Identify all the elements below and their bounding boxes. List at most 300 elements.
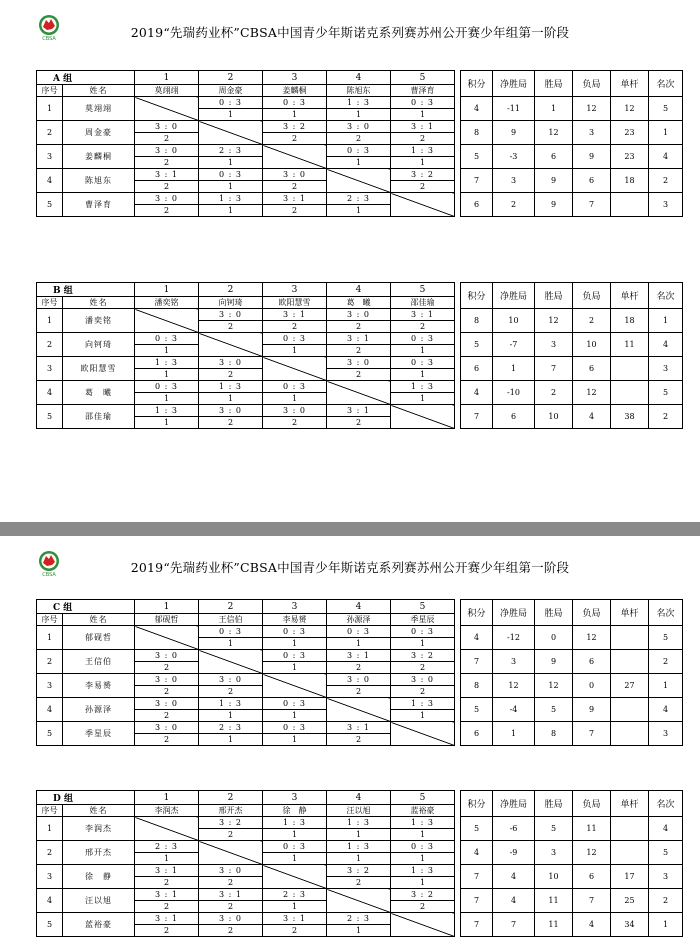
- group-label: A 组: [37, 71, 135, 85]
- name-header: 姓名: [63, 614, 135, 626]
- match-score: 3 : 1: [135, 889, 198, 901]
- match-score: 0 : 3: [391, 841, 454, 853]
- stat-value: 4: [573, 913, 611, 937]
- match-points: 2: [291, 926, 298, 935]
- stat-header: 单杆: [611, 283, 649, 309]
- match-score: 1 : 3: [327, 97, 390, 109]
- stat-header: 单杆: [611, 600, 649, 626]
- match-points: 2: [355, 322, 362, 331]
- match-cell: [135, 841, 199, 865]
- match-score: 3 : 0: [199, 913, 262, 925]
- match-points: 2: [227, 370, 234, 379]
- diagonal-cell: [391, 722, 455, 746]
- stat-value: [611, 357, 649, 381]
- match-points: 2: [163, 158, 170, 167]
- group-label: B 组: [37, 283, 135, 297]
- match-cell: [263, 381, 327, 405]
- stat-value: 18: [611, 309, 649, 333]
- table-row: [37, 309, 683, 333]
- match-points: 2: [163, 711, 170, 720]
- stat-value: 10: [573, 333, 611, 357]
- player-name: 李易赟: [63, 674, 135, 698]
- stat-value: 6: [573, 650, 611, 674]
- match-points: 2: [163, 878, 170, 887]
- stat-value: 17: [611, 865, 649, 889]
- match-score: 3 : 2: [327, 865, 390, 877]
- match-cell: [263, 841, 327, 865]
- column-number: 3: [263, 791, 327, 805]
- stat-value: 6: [493, 405, 535, 429]
- stat-header: 单杆: [611, 791, 649, 817]
- player-name: 莫翊翊: [63, 97, 135, 121]
- match-points: 1: [163, 370, 170, 379]
- match-points: 1: [291, 346, 298, 355]
- column-number: 3: [263, 283, 327, 297]
- match-score: 3 : 0: [135, 698, 198, 710]
- match-cell: [199, 722, 263, 746]
- stat-value: 1: [649, 121, 683, 145]
- stat-value: 1: [535, 97, 573, 121]
- match-points: 1: [163, 346, 170, 355]
- column-number: 4: [327, 71, 391, 85]
- stat-value: 7: [461, 169, 493, 193]
- stat-value: 12: [493, 674, 535, 698]
- match-score: 3 : 1: [327, 722, 390, 734]
- diagonal-cell: [391, 913, 455, 937]
- match-cell: [327, 145, 391, 169]
- player-seq: 4: [37, 381, 63, 405]
- match-cell: [263, 913, 327, 937]
- column-player-name: 邵佳瑜: [391, 297, 455, 309]
- match-score: 3 : 1: [135, 913, 198, 925]
- stat-value: 7: [573, 889, 611, 913]
- match-score: 1 : 3: [135, 357, 198, 369]
- stat-value: 3: [649, 722, 683, 746]
- match-score: 2 : 3: [135, 841, 198, 853]
- match-cell: [199, 381, 263, 405]
- match-points: 2: [227, 418, 234, 427]
- stat-value: 2: [535, 381, 573, 405]
- diagonal-cell: [199, 650, 263, 674]
- match-score: 1 : 3: [135, 405, 198, 417]
- stat-value: 1: [649, 674, 683, 698]
- stat-value: 6: [573, 169, 611, 193]
- match-cell: [263, 97, 327, 121]
- match-score: 2 : 3: [263, 889, 326, 901]
- match-score: 1 : 3: [391, 381, 454, 393]
- match-score: 2 : 3: [199, 145, 262, 157]
- player-name: 王信伯: [63, 650, 135, 674]
- match-cell: [391, 698, 455, 722]
- column-number: 1: [135, 71, 199, 85]
- match-score: 3 : 1: [327, 405, 390, 417]
- stat-value: [611, 193, 649, 217]
- page-separator: [0, 522, 700, 536]
- match-points: 2: [355, 735, 362, 744]
- match-score: 3 : 0: [327, 309, 390, 321]
- match-points: 1: [355, 854, 362, 863]
- match-cell: [199, 913, 263, 937]
- stat-value: 3: [649, 193, 683, 217]
- stat-header: 负局: [573, 71, 611, 97]
- match-score: 3 : 0: [199, 674, 262, 686]
- stat-header: 名次: [649, 791, 683, 817]
- match-points: 1: [419, 878, 426, 887]
- match-score: 3 : 0: [263, 405, 326, 417]
- match-points: 2: [419, 902, 426, 911]
- match-score: 3 : 1: [327, 333, 390, 345]
- match-points: 2: [419, 663, 426, 672]
- table-row: [37, 357, 683, 381]
- match-points: 1: [419, 158, 426, 167]
- column-number: 3: [263, 71, 327, 85]
- stat-value: [611, 817, 649, 841]
- player-name: 向钶琦: [63, 333, 135, 357]
- match-cell: [327, 913, 391, 937]
- match-cell: [263, 169, 327, 193]
- match-score: 3 : 0: [391, 674, 454, 686]
- table-row: [37, 913, 683, 937]
- match-cell: [327, 865, 391, 889]
- match-score: 0 : 3: [263, 381, 326, 393]
- match-cell: [391, 650, 455, 674]
- stat-value: 10: [535, 865, 573, 889]
- table-row: [37, 626, 683, 650]
- stat-value: -9: [493, 841, 535, 865]
- player-seq: 2: [37, 841, 63, 865]
- table-row: [37, 817, 683, 841]
- column-number: 4: [327, 600, 391, 614]
- player-seq: 4: [37, 889, 63, 913]
- match-points: 2: [227, 687, 234, 696]
- match-cell: [199, 817, 263, 841]
- column-player-name: 汪以旭: [327, 805, 391, 817]
- player-name: 陈旭东: [63, 169, 135, 193]
- stat-value: 8: [461, 121, 493, 145]
- seq-header: 序号: [37, 297, 63, 309]
- match-cell: [391, 169, 455, 193]
- column-number: 3: [263, 600, 327, 614]
- stat-value: 7: [461, 405, 493, 429]
- stat-value: 4: [461, 626, 493, 650]
- column-number: 4: [327, 791, 391, 805]
- match-cell: [391, 817, 455, 841]
- table-row: [37, 865, 683, 889]
- stat-value: 4: [461, 97, 493, 121]
- player-seq: 3: [37, 357, 63, 381]
- stat-header: 净胜局: [493, 71, 535, 97]
- name-header: 姓名: [63, 805, 135, 817]
- table-row: [37, 841, 683, 865]
- stat-value: [611, 841, 649, 865]
- diagonal-cell: [263, 674, 327, 698]
- table-row: [37, 169, 683, 193]
- diagonal-cell: [327, 698, 391, 722]
- seq-header: 序号: [37, 805, 63, 817]
- diagonal-cell: [135, 97, 199, 121]
- page-2: [0, 536, 700, 946]
- group-label: D 组: [37, 791, 135, 805]
- match-points: 1: [291, 639, 298, 648]
- player-seq: 5: [37, 193, 63, 217]
- stat-value: 6: [461, 722, 493, 746]
- diagonal-cell: [199, 841, 263, 865]
- match-score: 3 : 0: [135, 650, 198, 662]
- match-points: 1: [163, 418, 170, 427]
- match-score: 1 : 3: [263, 817, 326, 829]
- stat-value: 8: [461, 674, 493, 698]
- match-score: 3 : 1: [263, 913, 326, 925]
- match-cell: [327, 817, 391, 841]
- group-table: [36, 70, 683, 217]
- stat-value: 6: [573, 357, 611, 381]
- stat-value: 3: [649, 865, 683, 889]
- player-name: 欧阳慧雪: [63, 357, 135, 381]
- column-player-name: 葛 曦: [327, 297, 391, 309]
- match-score: 3 : 0: [263, 169, 326, 181]
- stat-header: 净胜局: [493, 791, 535, 817]
- diagonal-cell: [135, 626, 199, 650]
- stat-value: 7: [461, 913, 493, 937]
- seq-header: 序号: [37, 85, 63, 97]
- match-points: 2: [227, 902, 234, 911]
- match-points: 2: [355, 346, 362, 355]
- match-cell: [199, 674, 263, 698]
- match-cell: [199, 193, 263, 217]
- match-score: 0 : 3: [391, 626, 454, 638]
- stat-value: 3: [535, 841, 573, 865]
- stat-value: 4: [649, 698, 683, 722]
- match-score: 3 : 1: [263, 193, 326, 205]
- match-cell: [391, 626, 455, 650]
- match-points: 1: [291, 830, 298, 839]
- column-player-name: 李润杰: [135, 805, 199, 817]
- stat-value: 4: [493, 889, 535, 913]
- stat-value: [611, 381, 649, 405]
- match-points: 2: [355, 370, 362, 379]
- table-row: [37, 698, 683, 722]
- match-cell: [263, 722, 327, 746]
- player-seq: 5: [37, 405, 63, 429]
- match-cell: [199, 865, 263, 889]
- match-points: 2: [163, 735, 170, 744]
- match-score: 3 : 1: [327, 650, 390, 662]
- stat-value: 5: [461, 145, 493, 169]
- column-player-name: 蓝裕豪: [391, 805, 455, 817]
- match-score: 1 : 3: [327, 817, 390, 829]
- diagonal-cell: [263, 145, 327, 169]
- match-cell: [135, 650, 199, 674]
- column-number: 5: [391, 71, 455, 85]
- match-score: 3 : 0: [199, 865, 262, 877]
- diagonal-cell: [391, 405, 455, 429]
- match-cell: [263, 650, 327, 674]
- stat-value: 12: [535, 121, 573, 145]
- player-seq: 1: [37, 309, 63, 333]
- match-points: 2: [355, 663, 362, 672]
- table-row: [37, 889, 683, 913]
- stat-value: -11: [493, 97, 535, 121]
- match-points: 1: [419, 110, 426, 119]
- match-points: 1: [291, 902, 298, 911]
- column-number: 4: [327, 283, 391, 297]
- match-points: 1: [355, 158, 362, 167]
- match-score: 3 : 0: [327, 357, 390, 369]
- column-player-name: 郁砚哲: [135, 614, 199, 626]
- stat-value: 7: [493, 913, 535, 937]
- stat-value: 2: [649, 405, 683, 429]
- player-name: 汪以旭: [63, 889, 135, 913]
- stat-value: 3: [649, 357, 683, 381]
- match-score: 3 : 0: [135, 193, 198, 205]
- match-points: 2: [291, 322, 298, 331]
- column-number: 1: [135, 600, 199, 614]
- stat-value: 12: [573, 97, 611, 121]
- match-score: 3 : 2: [199, 817, 262, 829]
- player-name: 郁砚哲: [63, 626, 135, 650]
- match-score: 1 : 3: [199, 698, 262, 710]
- match-cell: [135, 333, 199, 357]
- match-score: 0 : 3: [327, 145, 390, 157]
- name-header: 姓名: [63, 85, 135, 97]
- stat-value: -12: [493, 626, 535, 650]
- player-seq: 3: [37, 865, 63, 889]
- match-points: 1: [419, 830, 426, 839]
- stat-value: -10: [493, 381, 535, 405]
- match-cell: [391, 841, 455, 865]
- match-points: 1: [355, 639, 362, 648]
- match-cell: [199, 169, 263, 193]
- match-cell: [199, 357, 263, 381]
- match-points: 1: [227, 158, 234, 167]
- stat-value: 9: [535, 169, 573, 193]
- match-score: 0 : 3: [135, 381, 198, 393]
- stat-value: 3: [573, 121, 611, 145]
- match-points: 1: [163, 394, 170, 403]
- match-score: 3 : 2: [391, 169, 454, 181]
- stat-value: 9: [535, 193, 573, 217]
- stat-value: 7: [573, 722, 611, 746]
- stat-value: [611, 626, 649, 650]
- stat-value: 4: [461, 841, 493, 865]
- match-score: 0 : 3: [391, 357, 454, 369]
- match-points: 2: [419, 134, 426, 143]
- match-points: 2: [355, 418, 362, 427]
- stat-header: 净胜局: [493, 600, 535, 626]
- stat-value: 1: [649, 309, 683, 333]
- match-cell: [135, 674, 199, 698]
- player-name: 徐 静: [63, 865, 135, 889]
- match-points: 1: [419, 711, 426, 720]
- match-score: 3 : 0: [135, 121, 198, 133]
- stat-header: 名次: [649, 283, 683, 309]
- stat-value: 2: [493, 193, 535, 217]
- column-number: 2: [199, 791, 263, 805]
- match-points: 2: [163, 134, 170, 143]
- match-cell: [327, 333, 391, 357]
- stat-value: 7: [461, 865, 493, 889]
- stat-value: 11: [535, 913, 573, 937]
- match-score: 3 : 1: [135, 865, 198, 877]
- match-score: 1 : 3: [391, 865, 454, 877]
- table-row: [37, 650, 683, 674]
- match-score: 3 : 1: [391, 121, 454, 133]
- column-player-name: 王信伯: [199, 614, 263, 626]
- match-cell: [327, 121, 391, 145]
- match-cell: [135, 193, 199, 217]
- match-score: 3 : 0: [199, 309, 262, 321]
- match-points: 2: [163, 663, 170, 672]
- match-points: 1: [291, 110, 298, 119]
- stat-value: 12: [611, 97, 649, 121]
- match-cell: [327, 405, 391, 429]
- match-score: 2 : 3: [199, 722, 262, 734]
- stat-value: 2: [573, 309, 611, 333]
- column-number: 5: [391, 791, 455, 805]
- match-cell: [263, 405, 327, 429]
- stat-value: 25: [611, 889, 649, 913]
- stat-value: 5: [649, 841, 683, 865]
- player-name: 葛 曦: [63, 381, 135, 405]
- stat-value: 7: [573, 193, 611, 217]
- stat-header: 积分: [461, 283, 493, 309]
- match-cell: [327, 626, 391, 650]
- stat-header: 负局: [573, 791, 611, 817]
- match-score: 1 : 3: [391, 817, 454, 829]
- match-score: 3 : 0: [199, 405, 262, 417]
- stat-header: 胜局: [535, 791, 573, 817]
- match-points: 2: [419, 322, 426, 331]
- match-cell: [327, 650, 391, 674]
- match-score: 0 : 3: [263, 626, 326, 638]
- player-seq: 2: [37, 333, 63, 357]
- player-name: 潘奕铭: [63, 309, 135, 333]
- match-points: 1: [419, 639, 426, 648]
- column-number: 5: [391, 283, 455, 297]
- svg-text:CBSA: CBSA: [42, 572, 56, 578]
- stat-value: 1: [493, 722, 535, 746]
- stat-value: 4: [649, 817, 683, 841]
- match-cell: [135, 913, 199, 937]
- match-points: 1: [227, 182, 234, 191]
- stat-value: 12: [573, 841, 611, 865]
- match-points: 2: [419, 182, 426, 191]
- diagonal-cell: [263, 865, 327, 889]
- stat-value: 7: [461, 650, 493, 674]
- match-cell: [327, 309, 391, 333]
- match-cell: [263, 121, 327, 145]
- stat-value: 5: [461, 817, 493, 841]
- player-seq: 5: [37, 722, 63, 746]
- match-points: 2: [419, 687, 426, 696]
- column-number: 1: [135, 791, 199, 805]
- stat-value: 3: [493, 650, 535, 674]
- stat-header: 名次: [649, 71, 683, 97]
- player-seq: 3: [37, 674, 63, 698]
- player-seq: 4: [37, 698, 63, 722]
- match-score: 3 : 0: [327, 674, 390, 686]
- match-points: 2: [227, 830, 234, 839]
- stat-value: 8: [461, 309, 493, 333]
- stat-value: 6: [461, 357, 493, 381]
- match-points: 2: [355, 687, 362, 696]
- player-name: 姜麟桐: [63, 145, 135, 169]
- stat-value: 4: [573, 405, 611, 429]
- player-seq: 1: [37, 626, 63, 650]
- match-points: 2: [291, 418, 298, 427]
- match-score: 3 : 0: [135, 145, 198, 157]
- match-cell: [135, 698, 199, 722]
